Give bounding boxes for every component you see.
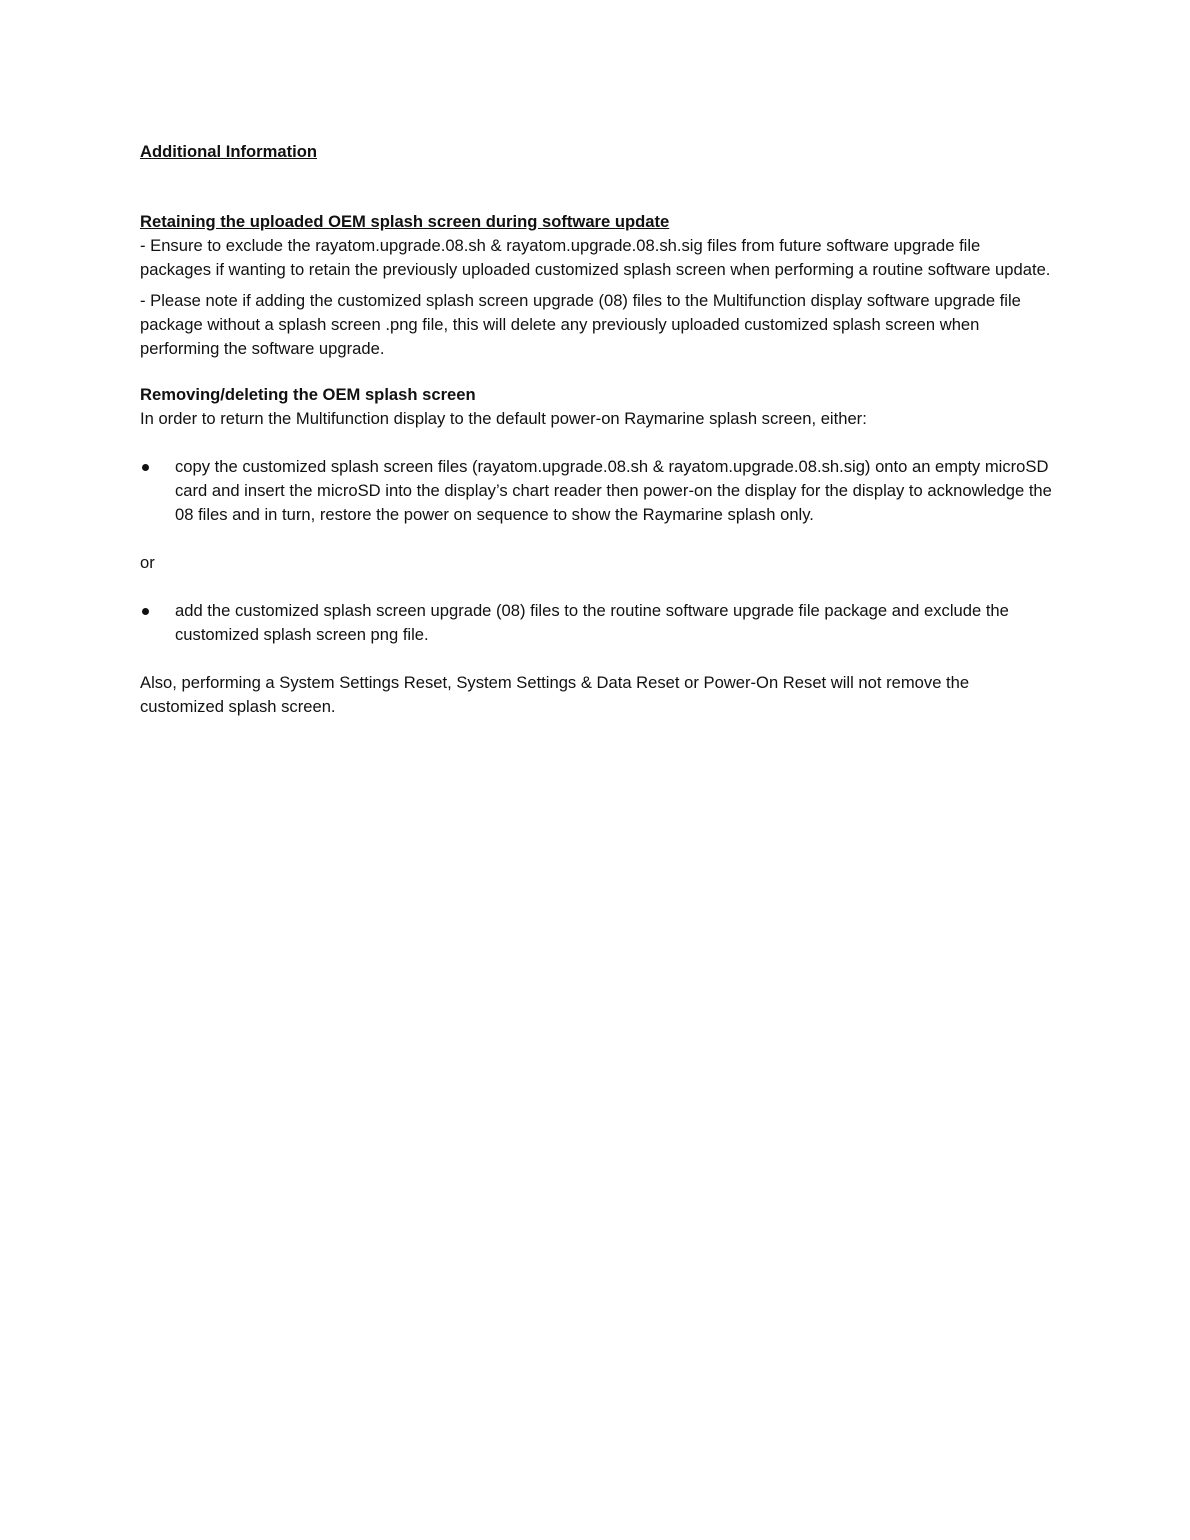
- paragraph-intro: In order to return the Multifunction display to the default power-on Raymarine splash screen, either:: [140, 409, 867, 428]
- bullet-icon: [142, 608, 149, 615]
- or-separator: or: [140, 553, 155, 572]
- list-item-text: add the customized splash screen upgrade (08) files to the routine software upgrade file package and exclude the customized splash screen png file.: [175, 601, 1009, 644]
- spacer: [140, 431, 1055, 455]
- bullet-list-2: [140, 599, 1055, 647]
- document-body: [140, 140, 1055, 719]
- spacer: [140, 575, 1055, 599]
- paragraph-closing: Also, performing a System Settings Reset, System Settings & Data Reset or Power-On Reset will not remove the customized splash screen.: [140, 673, 970, 716]
- paragraph-please-note: - Please note if adding the customized splash screen upgrade (08) files to the Multifunction display software upgrade file package without a splash screen .png file, this will delete any previously uploaded customized splash screen when performing the software upgrade.: [140, 291, 1021, 358]
- bullet-list-1: [140, 455, 1055, 527]
- list-item: [140, 599, 1055, 647]
- list-item-text: copy the customized splash screen files (rayatom.upgrade.08.sh & rayatom.upgrade.08.sh.sig) onto an empty microSD card and insert the microSD into the display’s chart reader then power-on the display for the display to acknowledge the 08 files and in turn, restore the power on sequence to show the Raymarine splash only.: [175, 457, 1052, 524]
- paragraph-exclude-files: - Ensure to exclude the rayatom.upgrade.08.sh & rayatom.upgrade.08.sh.sig files from future software upgrade file packages if wanting to retain the previously uploaded customized splash screen when performing a routine software update.: [140, 236, 1051, 279]
- page-title: Additional Information: [140, 142, 317, 161]
- bullet-icon: [142, 464, 149, 471]
- section-heading-removing: Removing/deleting the OEM splash screen: [140, 385, 476, 404]
- list-item: [140, 455, 1055, 527]
- section-heading-retaining: Retaining the uploaded OEM splash screen during software update: [140, 212, 670, 231]
